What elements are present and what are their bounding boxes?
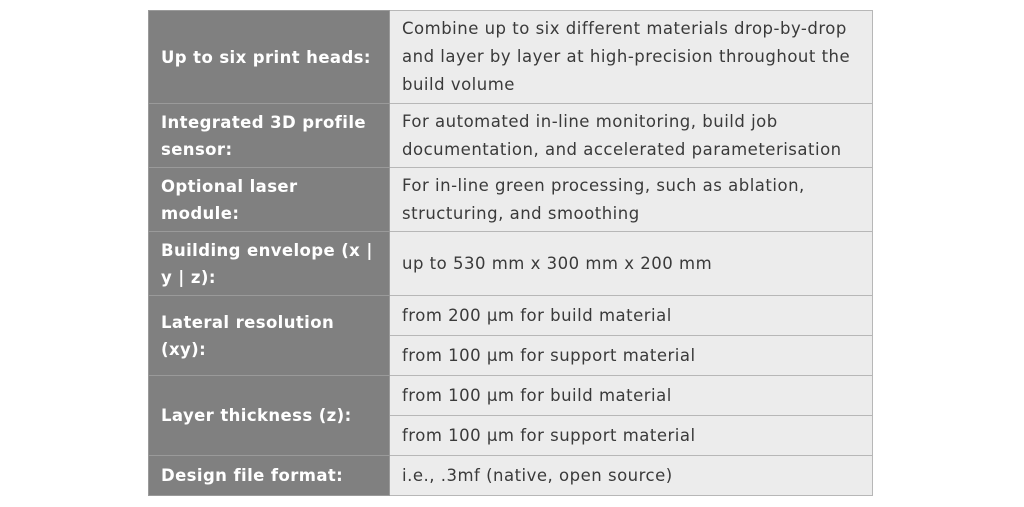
spec-label-print-heads: Up to six print heads:: [149, 11, 390, 104]
spec-label-building-envelope: Building envelope (x | y | z):: [149, 232, 390, 296]
spec-value-layer-thickness-support: from 100 µm for support material: [390, 416, 873, 456]
spec-row-lateral-resolution: [149, 296, 873, 336]
spec-row-building-envelope: [149, 232, 873, 296]
spec-value-profile-sensor: For automated in-line monitoring, build job documentation, and accelerated parameterisation: [390, 104, 873, 168]
spec-label-lateral-resolution: Lateral resolution (xy):: [149, 296, 390, 376]
spec-value-building-envelope: up to 530 mm x 300 mm x 200 mm: [390, 232, 873, 296]
spec-value-print-heads: Combine up to six different materials drop-by-drop and layer by layer at high-precision throughout the build volume: [390, 11, 873, 104]
spec-value-laser-module: For in-line green processing, such as ablation, structuring, and smoothing: [390, 168, 873, 232]
spec-row-profile-sensor: [149, 104, 873, 168]
spec-row-layer-thickness: [149, 376, 873, 416]
spec-value-lateral-resolution-support: from 100 µm for support material: [390, 336, 873, 376]
spec-row-print-heads: [149, 11, 873, 104]
spec-label-design-file-format: Design file format:: [149, 456, 390, 496]
spec-value-layer-thickness-build: from 100 µm for build material: [390, 376, 873, 416]
spec-row-laser-module: [149, 168, 873, 232]
spec-label-profile-sensor: Integrated 3D profile sensor:: [149, 104, 390, 168]
spec-table: [148, 10, 873, 496]
spec-row-design-file-format: [149, 456, 873, 496]
spec-label-layer-thickness: Layer thickness (z):: [149, 376, 390, 456]
spec-value-design-file-format: i.e., .3mf (native, open source): [390, 456, 873, 496]
spec-value-lateral-resolution-build: from 200 µm for build material: [390, 296, 873, 336]
spec-label-laser-module: Optional laser module:: [149, 168, 390, 232]
